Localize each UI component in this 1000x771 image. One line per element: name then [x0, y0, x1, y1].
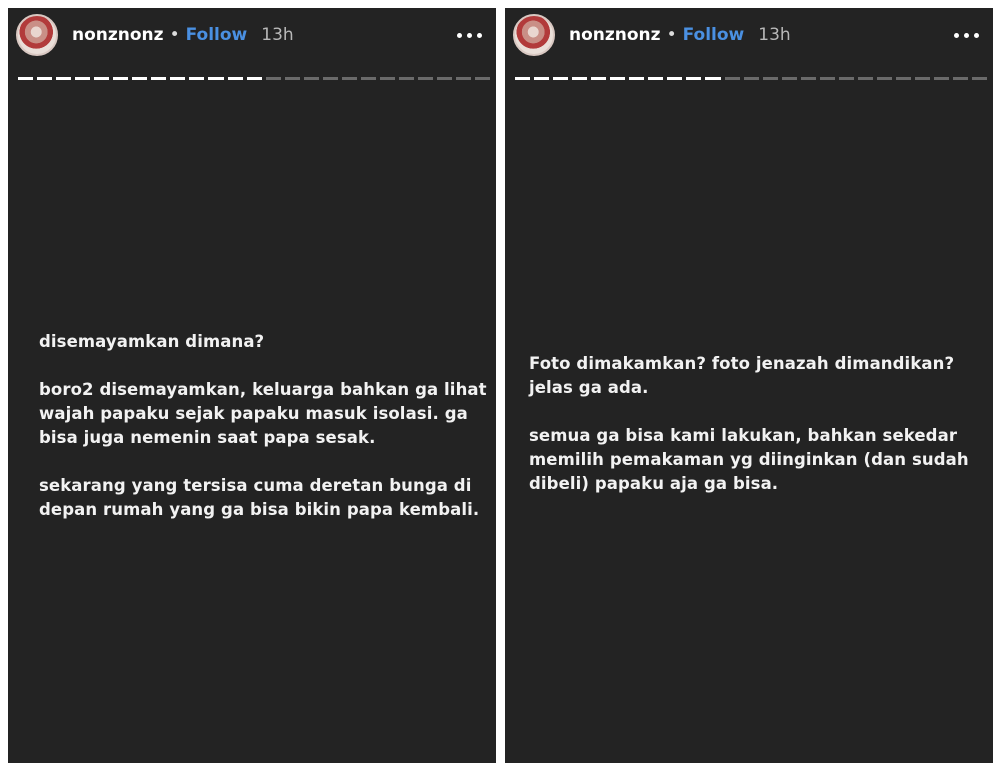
- progress-segment: [782, 77, 797, 80]
- progress-segment: [591, 77, 606, 80]
- follow-button[interactable]: Follow: [682, 25, 745, 45]
- story-header: [513, 14, 983, 56]
- story-panel-right[interactable]: [505, 8, 993, 763]
- progress-segment: [94, 77, 109, 80]
- progress-segment: [18, 77, 33, 80]
- progress-segment: [228, 77, 243, 80]
- post-time: 13h: [758, 25, 791, 45]
- story-paragraph: disemayamkan dimana?: [39, 332, 265, 351]
- progress-segment: [667, 77, 682, 80]
- progress-segment: [132, 77, 147, 80]
- progress-segment: [515, 77, 530, 80]
- progress-segment: [629, 77, 644, 80]
- progress-segment: [151, 77, 166, 80]
- progress-segment: [877, 77, 892, 80]
- progress-segment: [323, 77, 338, 80]
- progress-segment: [342, 77, 357, 80]
- progress-segment: [858, 77, 873, 80]
- progress-segment: [113, 77, 128, 80]
- progress-segment: [247, 77, 262, 80]
- progress-segment: [705, 77, 720, 80]
- story-panel-left[interactable]: [8, 8, 496, 763]
- progress-segment: [208, 77, 223, 80]
- progress-segment: [189, 77, 204, 80]
- username[interactable]: nonznonz: [72, 25, 164, 45]
- progress-segment: [610, 77, 625, 80]
- story-text: [39, 330, 489, 522]
- progress-segment: [475, 77, 490, 80]
- progress-segment: [266, 77, 281, 80]
- progress-segment: [972, 77, 987, 80]
- progress-segment: [744, 77, 759, 80]
- progress-segment: [934, 77, 949, 80]
- progress-segment: [285, 77, 300, 80]
- progress-segment: [399, 77, 414, 80]
- progress-segment: [896, 77, 911, 80]
- progress-segment: [915, 77, 930, 80]
- profile-avatar[interactable]: [16, 14, 58, 56]
- progress-segment: [553, 77, 568, 80]
- progress-segment: [953, 77, 968, 80]
- story-paragraph: boro2 disemayamkan, keluarga bahkan ga lihat wajah papaku sejak papaku masuk isolasi. ga bisa juga nemenin saat papa sesak.: [39, 380, 487, 447]
- progress-segment: [820, 77, 835, 80]
- story-paragraph: Foto dimakamkan? foto jenazah dimandikan? jelas ga ada.: [529, 354, 955, 397]
- progress-segment: [725, 77, 740, 80]
- follow-button[interactable]: Follow: [185, 25, 248, 45]
- progress-segment: [437, 77, 452, 80]
- progress-segment: [648, 77, 663, 80]
- progress-segment: [534, 77, 549, 80]
- progress-segment: [56, 77, 71, 80]
- story-text: [529, 352, 979, 496]
- more-options-icon[interactable]: [453, 27, 486, 44]
- profile-avatar[interactable]: [513, 14, 555, 56]
- story-header: [16, 14, 486, 56]
- progress-segment: [572, 77, 587, 80]
- story-paragraph: semua ga bisa kami lakukan, bahkan sekedar memilih pemakaman yg diinginkan (dan sudah dibeli) papaku aja ga bisa.: [529, 426, 969, 493]
- username[interactable]: nonznonz: [569, 25, 661, 45]
- progress-segment: [418, 77, 433, 80]
- progress-segment: [763, 77, 778, 80]
- progress-segment: [839, 77, 854, 80]
- progress-segment: [75, 77, 90, 80]
- post-time: 13h: [261, 25, 294, 45]
- separator-dot: •: [169, 25, 180, 45]
- progress-segment: [801, 77, 816, 80]
- progress-segment: [304, 77, 319, 80]
- progress-segment: [456, 77, 471, 80]
- progress-segment: [380, 77, 395, 80]
- story-paragraph: sekarang yang tersisa cuma deretan bunga di depan rumah yang ga bisa bikin papa kembali.: [39, 476, 480, 519]
- progress-segment: [170, 77, 185, 80]
- progress-segment: [686, 77, 701, 80]
- story-progress-bar: [515, 77, 987, 80]
- separator-dot: •: [666, 25, 677, 45]
- progress-segment: [37, 77, 52, 80]
- more-options-icon[interactable]: [950, 27, 983, 44]
- progress-segment: [361, 77, 376, 80]
- story-progress-bar: [18, 77, 490, 80]
